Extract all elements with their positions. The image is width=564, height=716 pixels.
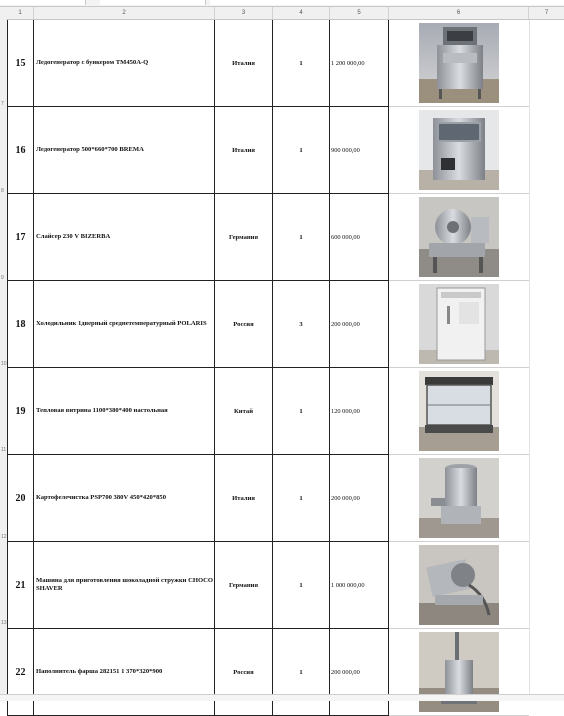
item-name: Холодильник 1дверный среднетемпературный POLARIS	[34, 281, 215, 368]
table-row[interactable]	[7, 542, 522, 629]
gridline	[529, 20, 530, 700]
item-name: Тепловая витрина 1100*380*400 настольная	[34, 368, 215, 455]
photo-cell	[389, 194, 529, 281]
column-header[interactable]: 7	[544, 10, 549, 16]
column-header[interactable]: 5	[330, 7, 389, 19]
row-header[interactable]: 7	[1, 101, 4, 107]
table-row[interactable]	[7, 368, 522, 455]
item-quantity: 3	[273, 281, 330, 368]
table-row[interactable]	[7, 20, 522, 107]
item-name: Ледогенератор с бункером TM450A-Q	[34, 20, 215, 107]
item-quantity: 1	[273, 629, 330, 716]
row-header[interactable]: 8	[1, 188, 4, 194]
column-header[interactable]: 1	[7, 7, 34, 19]
item-name: Ледогенератор 500*660*700 BREMA	[34, 107, 215, 194]
table-row[interactable]	[7, 281, 522, 368]
slicer-photo[interactable]	[419, 197, 499, 277]
top-toolbar	[0, 0, 564, 7]
photo-cell	[389, 542, 529, 629]
potato-peeler-photo[interactable]	[419, 458, 499, 538]
ice-maker-with-bin-photo[interactable]	[419, 23, 499, 103]
row-header[interactable]: 11	[1, 447, 7, 453]
row-header[interactable]: 10	[1, 361, 7, 367]
table-row[interactable]	[7, 455, 522, 542]
row-number: 22	[7, 629, 34, 716]
photo-cell	[389, 20, 529, 107]
row-header[interactable]: 12	[1, 534, 7, 540]
item-quantity: 1	[273, 107, 330, 194]
name-box[interactable]	[0, 0, 86, 5]
ice-maker-brema-photo[interactable]	[419, 110, 499, 190]
photo-cell	[389, 107, 529, 194]
item-name: Слайсер 230 V BIZERBA	[34, 194, 215, 281]
item-quantity: 1	[273, 368, 330, 455]
item-price: 120 000,00	[330, 368, 389, 455]
column-header[interactable]: 3	[215, 7, 273, 19]
row-number: 16	[7, 107, 34, 194]
item-country: Россия	[215, 629, 273, 716]
item-price: 200 000,00	[330, 281, 389, 368]
photo-cell	[389, 629, 529, 716]
item-country: Германия	[215, 542, 273, 629]
item-quantity: 1	[273, 194, 330, 281]
item-country: Россия	[215, 281, 273, 368]
photo-cell	[389, 368, 529, 455]
item-country: Италия	[215, 455, 273, 542]
item-price: 1 200 000,00	[330, 20, 389, 107]
item-name: Наполнитель фарша 282151 1 370*320*900	[34, 629, 215, 716]
column-headers	[0, 7, 564, 20]
row-number: 19	[7, 368, 34, 455]
row-number: 18	[7, 281, 34, 368]
item-country: Германия	[215, 194, 273, 281]
item-country: Китай	[215, 368, 273, 455]
column-header[interactable]: 4	[273, 7, 330, 19]
item-name: Картофелечистка PSP700 380V 450*420*850	[34, 455, 215, 542]
row-number: 17	[7, 194, 34, 281]
item-quantity: 1	[273, 542, 330, 629]
table-row[interactable]	[7, 107, 522, 194]
row-number: 20	[7, 455, 34, 542]
item-price: 1 000 000,00	[330, 542, 389, 629]
refrigerator-photo[interactable]	[419, 284, 499, 364]
item-quantity: 1	[273, 455, 330, 542]
column-header[interactable]: 2	[34, 7, 215, 19]
item-price: 200 000,00	[330, 629, 389, 716]
heated-display-photo[interactable]	[419, 371, 499, 451]
row-header[interactable]: 9	[1, 275, 4, 281]
column-header[interactable]: 6	[389, 7, 529, 19]
item-quantity: 1	[273, 20, 330, 107]
row-number: 21	[7, 542, 34, 629]
item-price: 200 000,00	[330, 455, 389, 542]
item-country: Италия	[215, 107, 273, 194]
photo-cell	[389, 455, 529, 542]
row-header[interactable]: 13	[1, 620, 7, 626]
formula-bar[interactable]	[210, 0, 564, 5]
item-name: Машина для приготовления шоколадной стружки CHOCO SHAVER	[34, 542, 215, 629]
formula-bar-left[interactable]	[100, 0, 206, 5]
item-country: Италия	[215, 20, 273, 107]
choco-shaver-photo[interactable]	[419, 545, 499, 625]
item-price: 600 000,00	[330, 194, 389, 281]
table-row[interactable]	[7, 194, 522, 281]
photo-cell	[389, 281, 529, 368]
table-row[interactable]	[7, 629, 522, 716]
row-number: 15	[7, 20, 34, 107]
item-price: 900 000,00	[330, 107, 389, 194]
